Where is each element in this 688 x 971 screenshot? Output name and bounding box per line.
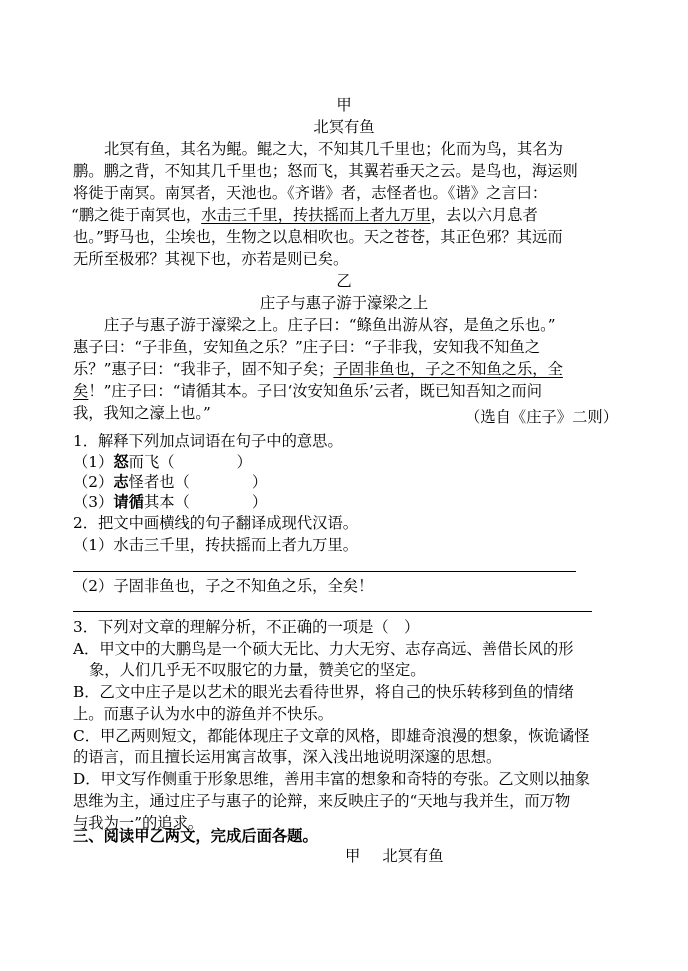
passage-b-line: 乐？”惠子曰：“我非子，固不知子矣；子固非鱼也，子之不知鱼之乐，全 xyxy=(73,360,563,378)
option-c-cont: 的语言，而且擅长运用寓言故事，深入浅出地说明深邃的思想。 xyxy=(73,748,502,766)
source-note: （选自《庄子》二则） xyxy=(465,408,618,426)
next-passage-heading: 甲 北冥有鱼 xyxy=(345,847,444,865)
passage-a-label: 甲 xyxy=(336,96,352,114)
passage-a-line: 将徙于南冥。南冥者，天池也。《齐谐》者，志怪者也。《谐》之言曰： xyxy=(73,184,548,202)
option-d: D．甲文写作侧重于形象思维，善用丰富的想象和奇特的夸张。乙文则以抽象 xyxy=(73,770,591,788)
option-d-cont: 与我为一”的追求。 xyxy=(73,814,204,832)
option-a: A．甲文中的大鹏鸟是一个硕大无比、力大无穷、志存高远、善借长风的形 xyxy=(73,640,574,658)
question-2-item: （1）水击三千里，抟扶摇而上者九万里。 xyxy=(73,536,359,554)
answer-line xyxy=(73,571,576,572)
dotted-word: 志 xyxy=(113,473,129,491)
option-b: B．乙文中庄子是以艺术的眼光去看待世界，将自己的快乐转移到鱼的情绪 xyxy=(73,683,574,701)
question-1-stem: 1．解释下列加点词语在句子中的意思。 xyxy=(73,432,343,450)
passage-a-line: 北冥有鱼，其名为鲲。鲲之大，不知其几千里也；化而为鸟，其名为 xyxy=(104,140,563,158)
passage-b-line: 庄子与惠子游于濠梁之上。庄子曰：“鲦鱼出游从容，是鱼之乐也。” xyxy=(104,316,556,334)
section-3-heading: 三、阅读甲乙两文，完成后面各题。 xyxy=(73,827,318,845)
passage-a-line: “鹏之徙于南冥也，水击三千里，抟扶摇而上者九万里，去以六月息者 xyxy=(71,206,538,224)
passage-a-title: 北冥有鱼 xyxy=(313,118,375,136)
passage-b-label: 乙 xyxy=(336,272,352,290)
question-1-item: （1）怒而飞（ ） xyxy=(73,453,252,471)
option-a-cont: 象，人们几乎无不叹服它的力量，赞美它的坚定。 xyxy=(89,661,426,679)
question-1-item: （3）请循其本（ ） xyxy=(73,493,268,511)
passage-a-line: 无所至极邪？其视下也，亦若是则已矣。 xyxy=(73,250,349,268)
dotted-word: 怒 xyxy=(113,453,129,471)
passage-b-title: 庄子与惠子游于濠梁之上 xyxy=(259,294,429,312)
option-d-cont: 思维为主，通过庄子与惠子的论辩，来反映庄子的“天地与我并生，而万物 xyxy=(73,792,571,810)
passage-a-line: 鹏。鹏之背，不知其几千里也；怒而飞，其翼若垂天之云。是鸟也，海运则 xyxy=(73,162,578,180)
underlined-sentence-b: 子固非鱼也，子之不知鱼之乐，全 xyxy=(333,360,563,378)
question-2-stem: 2．把文中画横线的句子翻译成现代汉语。 xyxy=(73,514,359,532)
passage-b-line: 矣！”庄子曰：“请循其本。子曰‘汝安知鱼乐’云者，既已知吾知之而问 xyxy=(73,382,542,400)
question-3-stem: 3．下列对文章的理解分析，不正确的一项是（ ） xyxy=(73,618,420,636)
passage-a-line: 也。”野马也，尘埃也，生物之以息相吹也。天之苍苍，其正色邪？其远而 xyxy=(73,228,563,246)
underlined-sentence-a: 水击三千里，抟扶摇而上者九万里 xyxy=(201,206,431,224)
passage-b-line: 我，我知之濠上也。” xyxy=(73,404,211,422)
dotted-word: 请循 xyxy=(113,493,144,511)
passage-b-line: 惠子曰：“子非鱼，安知鱼之乐？”庄子曰：“子非我，安知我不知鱼之 xyxy=(73,338,541,356)
option-c: C．甲乙两则短文，都能体现庄子文章的风格，即雄奇浪漫的想象，恢诡谲怪 xyxy=(73,727,590,745)
question-2-item: （2）子固非鱼也，子之不知鱼之乐，全矣！ xyxy=(73,577,374,595)
question-1-item: （2）志怪者也（ ） xyxy=(73,473,268,491)
option-b-cont: 上。而惠子认为水中的游鱼并不快乐。 xyxy=(73,705,334,723)
answer-line xyxy=(73,611,592,612)
